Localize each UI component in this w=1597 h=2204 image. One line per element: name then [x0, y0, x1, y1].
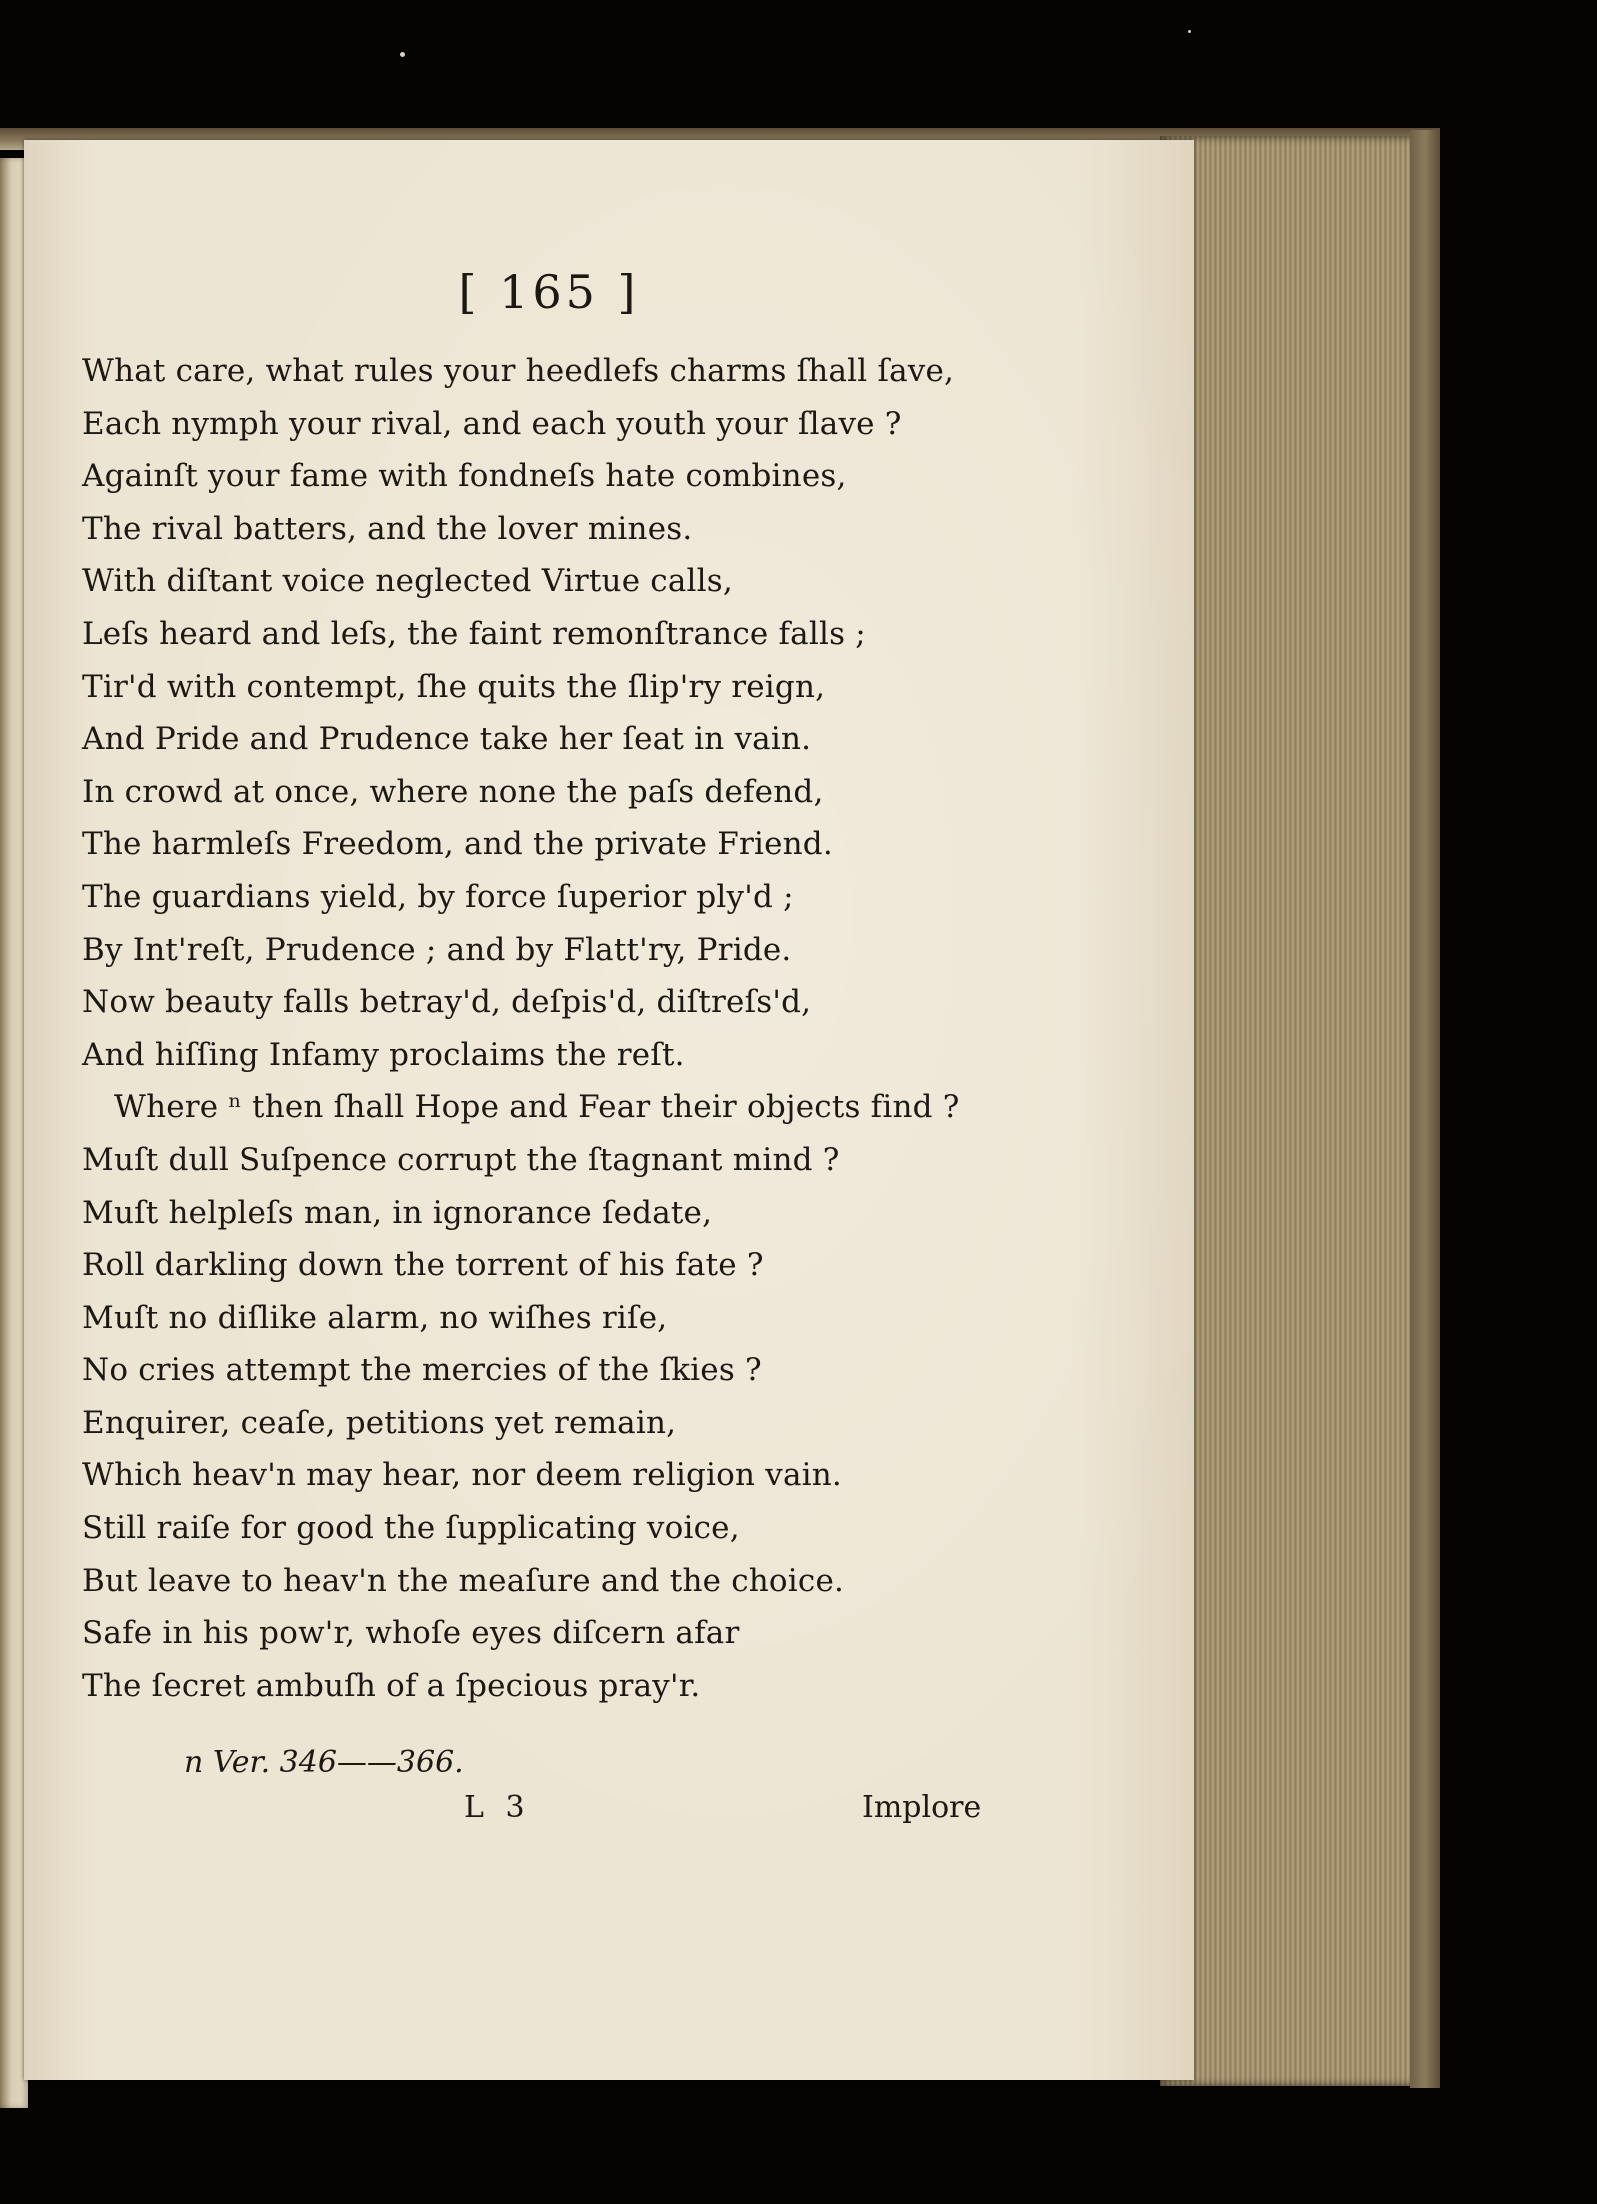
poem-line: The harmleſs Freedom, and the private Friend.	[82, 826, 833, 863]
poem-line: Still raiſe for good the ſupplicating voice,	[82, 1510, 740, 1547]
footnote: n Ver. 346——366.	[184, 1745, 464, 1780]
poem-line: Enquirer, ceaſe, petitions yet remain,	[82, 1404, 677, 1441]
poem-line: The guardians yield, by force ſuperior ply'd ;	[82, 878, 794, 915]
poem-line: Which heav'n may hear, nor deem religion vain.	[82, 1457, 842, 1494]
poem-line: In crowd at once, where none the paſs defend,	[82, 773, 824, 810]
poem-line: And Pride and Prudence take her ſeat in vain.	[82, 721, 812, 758]
poem-line: Muſt no diſlike alarm, no wiſhes riſe,	[82, 1299, 668, 1336]
poem-line: With diſtant voice neglected Virtue calls,	[82, 563, 733, 600]
poem-line: What care, what rules your heedlefs charms ſhall ſave,	[82, 353, 955, 389]
book-cover-board	[1410, 130, 1440, 2088]
poem-line: Leſs heard and leſs, the faint remonſtrance falls ;	[82, 615, 866, 652]
poem-line: Againſt your fame with fondneſs hate combines,	[82, 458, 847, 495]
page-content	[24, 140, 1194, 2080]
poem-line: Safe in his pow'r, whoſe eyes diſcern afar	[82, 1615, 740, 1652]
page-fore-edge	[1160, 136, 1422, 2086]
catchword: Implore	[862, 1790, 982, 1825]
poem-text	[82, 345, 1082, 1712]
poem-line: No cries attempt the mercies of the ſkies ?	[82, 1352, 762, 1389]
poem-line: Each nymph your rival, and each youth your ſlave ?	[82, 405, 902, 442]
book-page	[24, 140, 1194, 2080]
signature-mark: L 3	[464, 1790, 531, 1825]
poem-line: Muſt dull Suſpence corrupt the ſtagnant mind ?	[82, 1141, 840, 1178]
poem-line: But leave to heav'n the meaſure and the choice.	[82, 1562, 845, 1599]
poem-line: Roll darkling down the torrent of his fate ?	[82, 1247, 764, 1284]
poem-line: Now beauty falls betray'd, deſpis'd, diſtreſs'd,	[82, 984, 812, 1021]
book	[0, 128, 1446, 2088]
poem-line: Tir'd with contempt, ſhe quits the ſlip'ry reign,	[82, 668, 826, 705]
dust-speck	[1188, 30, 1191, 33]
poem-line: By Int'reſt, Prudence ; and by Flatt'ry, Pride.	[82, 931, 792, 968]
poem-line: And hiſſing Infamy proclaims the reſt.	[82, 1036, 685, 1073]
poem-line: The rival batters, and the lover mines.	[82, 510, 693, 547]
poem-line: Where ⁿ then ſhall Hope and Fear their objects find ?	[114, 1089, 960, 1126]
dust-speck	[400, 52, 405, 57]
poem-line: Muſt helpleſs man, in ignorance ſedate,	[82, 1194, 713, 1231]
page-number: [ 165 ]	[458, 265, 640, 319]
poem-line: The ſecret ambuſh of a ſpecious pray'r.	[82, 1667, 701, 1704]
